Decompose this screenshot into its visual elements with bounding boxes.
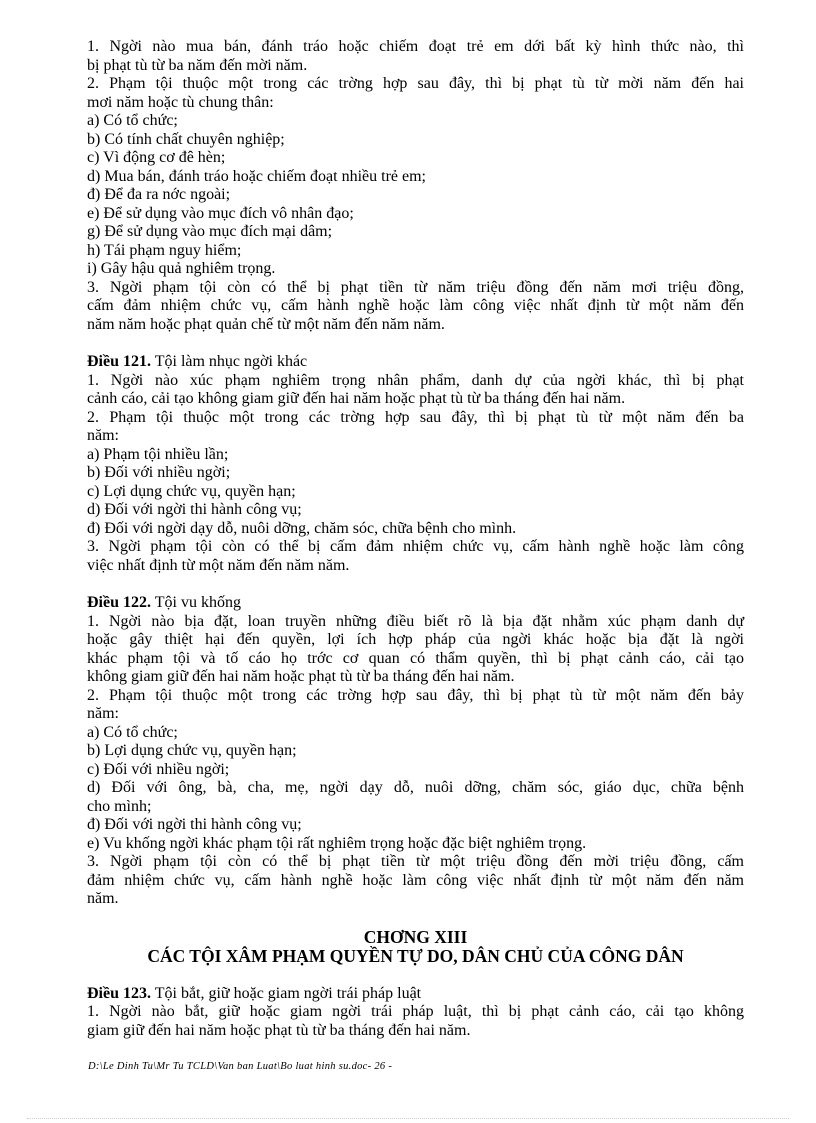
- list-item: b) Có tính chất chuyên nghiệp;: [87, 130, 285, 148]
- paragraph: năm năm hoặc phạt quản chế từ một năm đến năm năm.: [87, 315, 445, 333]
- paragraph: không giam giữ đến hai năm hoặc phạt tù từ ba tháng đến hai năm.: [87, 668, 515, 685]
- paragraph: 1. Ngời nào bắt, giữ hoặc giam ngời trái pháp luật, thì bị phạt cảnh cáo, cải tạo không: [87, 1003, 744, 1020]
- chapter-label: CHƠNG XIII: [363, 926, 468, 947]
- list-item: a) Phạm tội nhiều lần;: [87, 445, 229, 463]
- paragraph: cấm đảm nhiệm chức vụ, cấm hành nghề hoặc làm công việc nhất định từ một năm đến: [87, 297, 744, 314]
- article-121: [87, 353, 744, 575]
- list-item: đ) Đối với ngời dạy dỗ, nuôi dỡng, chăm sóc, chữa bệnh cho mình.: [87, 519, 517, 537]
- list-item: d) Mua bán, đánh tráo hoặc chiếm đoạt nhiều trẻ em;: [87, 167, 426, 185]
- list-item: c) Lợi dụng chức vụ, quyền hạn;: [87, 482, 296, 500]
- paragraph: việc nhất định từ một năm đến năm năm.: [87, 556, 350, 574]
- list-item: b) Đối với nhiều ngời;: [87, 464, 231, 481]
- list-item: g) Để sử dụng vào mục đích mại dâm;: [87, 223, 333, 240]
- list-item: h) Tái phạm nguy hiểm;: [87, 241, 242, 259]
- paragraph: 3. Ngời phạm tội còn có thể bị phạt tiền từ một triệu đồng đến mời triệu đồng, cấm: [87, 853, 744, 870]
- article-number: Điều 121.: [87, 353, 151, 370]
- paragraph: đảm nhiệm chức vụ, cấm hành nghề hoặc làm công việc nhất định từ một năm đến năm: [87, 871, 744, 889]
- paragraph: 2. Phạm tội thuộc một trong các trờng hợp sau đây, thì bị phạt tù từ một năm đến bảy: [87, 686, 744, 704]
- list-item: đ) Đối với ngời thi hành công vụ;: [87, 816, 302, 833]
- article-heading: [87, 594, 744, 613]
- paragraph: 2. Phạm tội thuộc một trong các trờng hợp sau đây, thì bị phạt tù từ một năm đến ba: [87, 408, 744, 426]
- paragraph: 1. Ngời nào mua bán, đánh tráo hoặc chiếm đoạt trẻ em dới bất kỳ hình thức nào, thì: [87, 38, 744, 55]
- paragraph: năm:: [87, 427, 119, 444]
- list-item: i) Gây hậu quả nghiêm trọng.: [87, 260, 276, 277]
- article-number: Điều 123.: [87, 984, 151, 1002]
- list-item: d) Đối với ông, bà, cha, mẹ, ngời dạy dỗ, nuôi dỡng, chăm sóc, giáo dục, chữa bệnh: [87, 779, 744, 796]
- article-title: Tội bắt, giữ hoặc giam ngời trái pháp luật: [154, 984, 422, 1002]
- paragraph: 1. Ngời nào xúc phạm nghiêm trọng nhân phẩm, danh dự của ngời khác, thì bị phạt: [87, 371, 744, 389]
- article-122: [87, 594, 744, 909]
- list-item: c) Vì động cơ đê hèn;: [87, 149, 226, 166]
- article-123: [87, 985, 744, 1041]
- paragraph: hoặc gây thiệt hại đến quyền, lợi ích hợp pháp của ngời khác hoặc bịa đặt là ngời: [87, 631, 744, 648]
- list-item: đ) Để đa ra nớc ngoài;: [87, 186, 231, 203]
- paragraph: 3. Ngời phạm tội còn có thể bị phạt tiền từ năm triệu đồng đến năm mơi triệu đồng,: [87, 278, 744, 296]
- article-heading: [87, 353, 744, 372]
- list-item: b) Lợi dụng chức vụ, quyền hạn;: [87, 742, 297, 759]
- chapter-heading: [87, 928, 744, 966]
- article-title: Tội vu khống: [154, 594, 241, 611]
- paragraph: khác phạm tội và tố cáo họ trớc cơ quan có thẩm quyền, thì bị phạt cảnh cáo, cải tạo: [87, 649, 744, 667]
- article-heading: [87, 985, 744, 1004]
- paragraph: 3. Ngời phạm tội còn có thể bị cấm đảm nhiệm chức vụ, cấm hành nghề hoặc làm công: [87, 538, 744, 555]
- paragraph: cảnh cáo, cải tạo không giam giữ đến hai năm hoặc phạt tù từ ba tháng đến hai năm.: [87, 390, 626, 407]
- document-body: [87, 38, 744, 1040]
- paragraph: bị phạt tù từ ba năm đến mời năm.: [87, 56, 308, 74]
- list-item: cho mình;: [87, 797, 152, 815]
- list-item: a) Có tổ chức;: [87, 112, 178, 129]
- article-number: Điều 122.: [87, 594, 151, 611]
- paragraph: 2. Phạm tội thuộc một trong các trờng hợp sau đây, thì bị phạt tù từ mời năm đến hai: [87, 75, 744, 92]
- list-item: e) Để sử dụng vào mục đích vô nhân đạo;: [87, 204, 354, 222]
- paragraph: năm:: [87, 705, 119, 722]
- paragraph: 1. Ngời nào bịa đặt, loan truyền những điều biết rõ là bịa đặt nhằm xúc phạm danh dự: [87, 612, 744, 630]
- list-item: d) Đối với ngời thi hành công vụ;: [87, 501, 302, 518]
- page-footer: D:\Le Dinh Tu\Mr Tu TCLD\Van ban Luat\Bo luat hinh su.doc- 26 -: [88, 1061, 393, 1072]
- paragraph: giam giữ đến hai năm hoặc phạt tù từ ba tháng đến hai năm.: [87, 1021, 471, 1039]
- page-bottom-divider: [27, 1118, 789, 1119]
- list-item: c) Đối với nhiều ngời;: [87, 760, 230, 778]
- list-item: e) Vu khống ngời khác phạm tội rất nghiêm trọng hoặc đặc biệt nghiêm trọng.: [87, 834, 587, 852]
- chapter-title: CÁC TỘI XÂM PHẠM QUYỀN TỰ DO, DÂN CHỦ CỦA CÔNG DÂN: [147, 945, 684, 966]
- paragraph: năm.: [87, 890, 119, 907]
- article-title: Tội làm nhục ngời khác: [154, 353, 308, 370]
- paragraph: mơi năm hoặc tù chung thân:: [87, 93, 274, 111]
- list-item: a) Có tổ chức;: [87, 723, 178, 741]
